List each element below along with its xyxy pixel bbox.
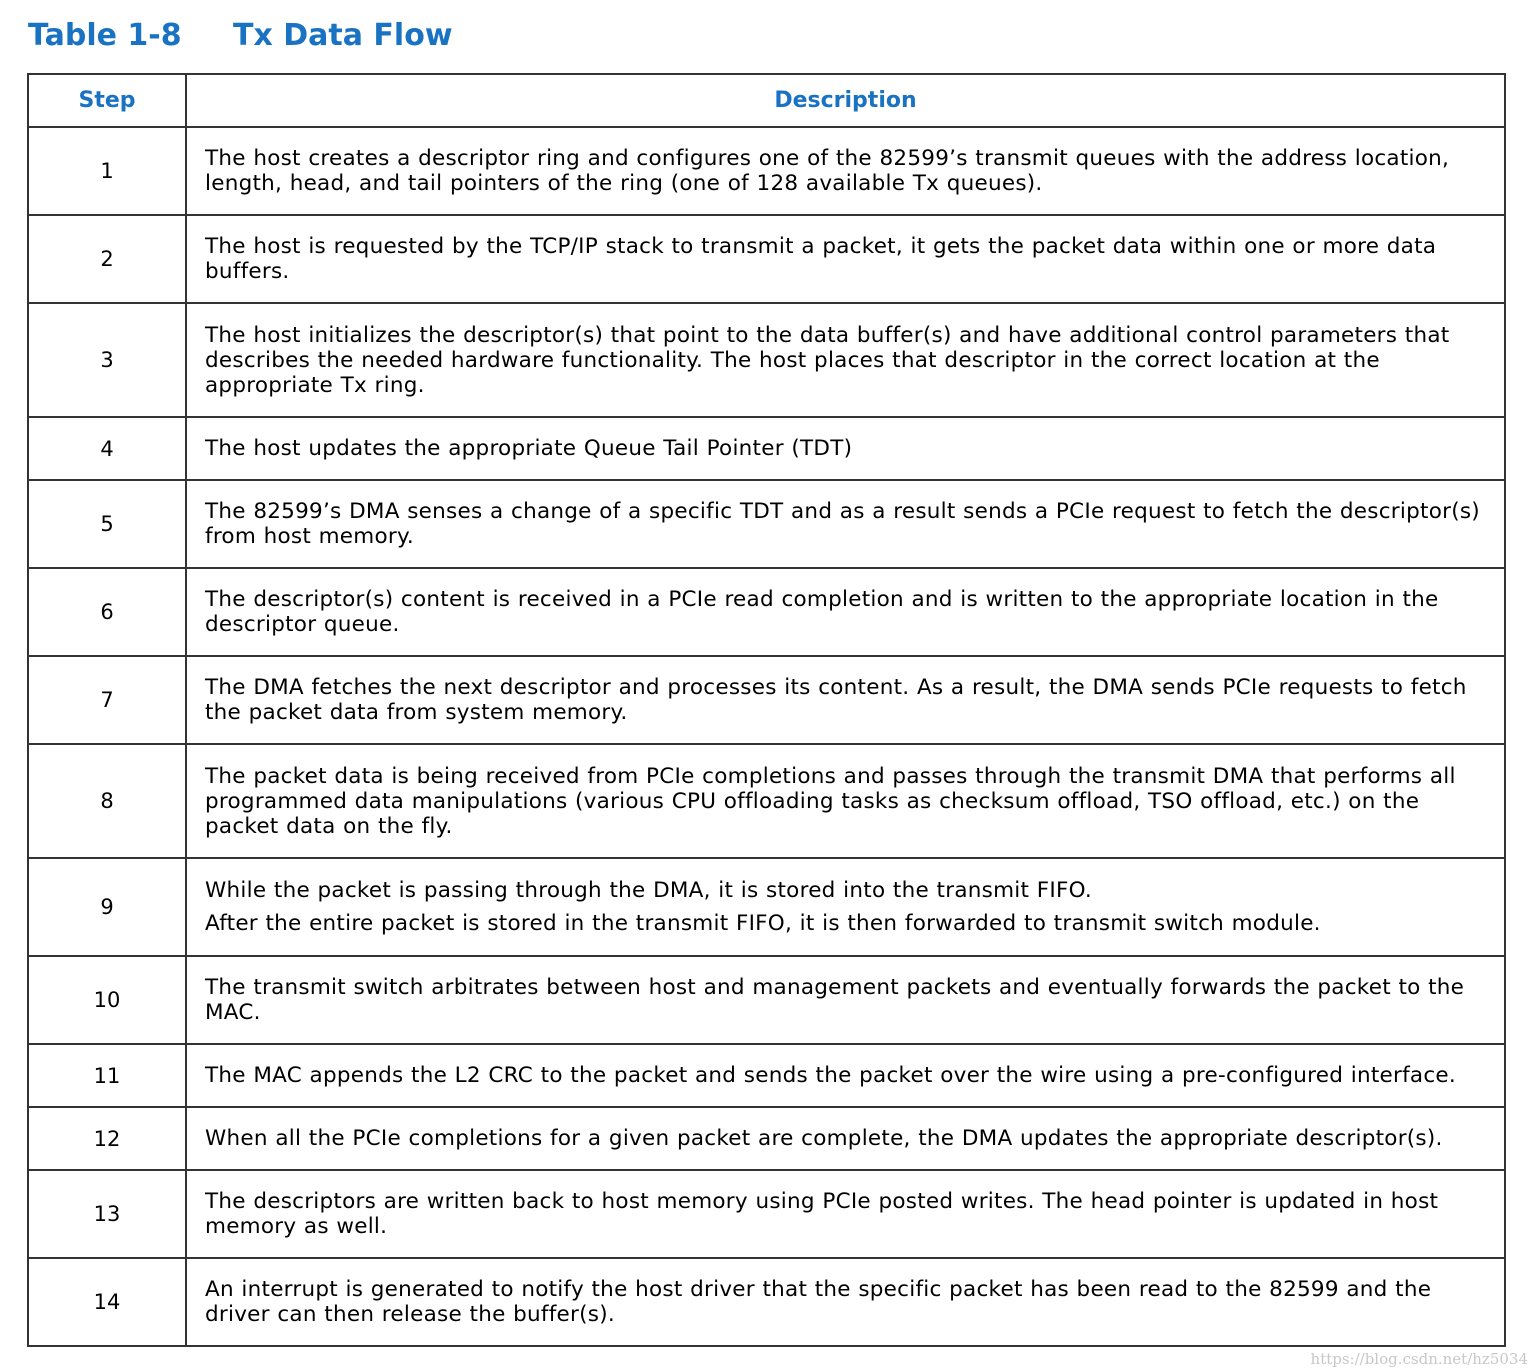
- table-row: [28, 1044, 1505, 1107]
- description-paragraph: While the packet is passing through the DMA, it is stored into the transmit FIFO.: [205, 878, 1092, 903]
- description-column-header: Description: [186, 74, 1505, 127]
- description-cell: The host creates a descriptor ring and configures one of the 82599’s transmit queues with the address location, length, head, and tail pointers of the ring (one of 128 available Tx queues).: [186, 127, 1505, 215]
- step-cell: 11: [28, 1044, 186, 1107]
- description-cell: The descriptor(s) content is received in a PCIe read completion and is written to the appropriate location in the descriptor queue.: [186, 568, 1505, 656]
- table-row: [28, 744, 1505, 858]
- step-cell: 12: [28, 1107, 186, 1170]
- table-row: [28, 417, 1505, 480]
- watermark: https://blog.csdn.net/hz5034: [1310, 1350, 1528, 1368]
- table-row: [28, 568, 1505, 656]
- step-cell: 6: [28, 568, 186, 656]
- header-row: [28, 74, 1505, 127]
- description-cell: The packet data is being received from PCIe completions and passes through the transmit DMA that performs all programmed data manipulations (various CPU offloading tasks as checksum offload, TSO offload, etc.) on the packet data on the fly.: [186, 744, 1505, 858]
- description-cell: The host is requested by the TCP/IP stack to transmit a packet, it gets the packet data within one or more data buffers.: [186, 215, 1505, 303]
- step-cell: 7: [28, 656, 186, 744]
- table-row: [28, 656, 1505, 744]
- step-cell: 10: [28, 956, 186, 1044]
- table-row: [28, 956, 1505, 1044]
- step-cell: 1: [28, 127, 186, 215]
- tx-data-flow-table: [27, 73, 1506, 1347]
- description-paragraph: After the entire packet is stored in the transmit FIFO, it is then forwarded to transmit switch module.: [205, 911, 1321, 936]
- description-cell: When all the PCIe completions for a given packet are complete, the DMA updates the appropriate descriptor(s).: [186, 1107, 1505, 1170]
- description-cell: The 82599’s DMA senses a change of a specific TDT and as a result sends a PCIe request to fetch the descriptor(s) from host memory.: [186, 480, 1505, 568]
- table-row: [28, 215, 1505, 303]
- step-cell: 4: [28, 417, 186, 480]
- table-caption: [28, 14, 453, 56]
- step-cell: 8: [28, 744, 186, 858]
- description-cell: The MAC appends the L2 CRC to the packet and sends the packet over the wire using a pre-configured interface.: [186, 1044, 1505, 1107]
- table-row: [28, 858, 1505, 956]
- step-cell: 13: [28, 1170, 186, 1258]
- step-cell: 3: [28, 303, 186, 417]
- description-cell: The host updates the appropriate Queue Tail Pointer (TDT): [186, 417, 1505, 480]
- table-title: Tx Data Flow: [233, 17, 453, 53]
- description-cell: [186, 858, 1505, 956]
- table-row: [28, 1170, 1505, 1258]
- table-row: [28, 1258, 1505, 1346]
- description-cell: The transmit switch arbitrates between host and management packets and eventually forwards the packet to the MAC.: [186, 956, 1505, 1044]
- step-column-header: Step: [28, 74, 186, 127]
- description-cell: An interrupt is generated to notify the host driver that the specific packet has been read to the 82599 and the driver can then release the buffer(s).: [186, 1258, 1505, 1346]
- description-cell: The descriptors are written back to host memory using PCIe posted writes. The head pointer is updated in host memory as well.: [186, 1170, 1505, 1258]
- description-cell: The host initializes the descriptor(s) that point to the data buffer(s) and have additional control parameters that describes the needed hardware functionality. The host places that descriptor in the correct location at the appropriate Tx ring.: [186, 303, 1505, 417]
- table-row: [28, 480, 1505, 568]
- step-cell: 2: [28, 215, 186, 303]
- table-number: Table 1-8: [28, 17, 182, 53]
- description-cell: The DMA fetches the next descriptor and processes its content. As a result, the DMA sends PCIe requests to fetch the packet data from system memory.: [186, 656, 1505, 744]
- table-row: [28, 303, 1505, 417]
- table-row: [28, 127, 1505, 215]
- step-cell: 14: [28, 1258, 186, 1346]
- step-cell: 5: [28, 480, 186, 568]
- table-row: [28, 1107, 1505, 1170]
- step-cell: 9: [28, 858, 186, 956]
